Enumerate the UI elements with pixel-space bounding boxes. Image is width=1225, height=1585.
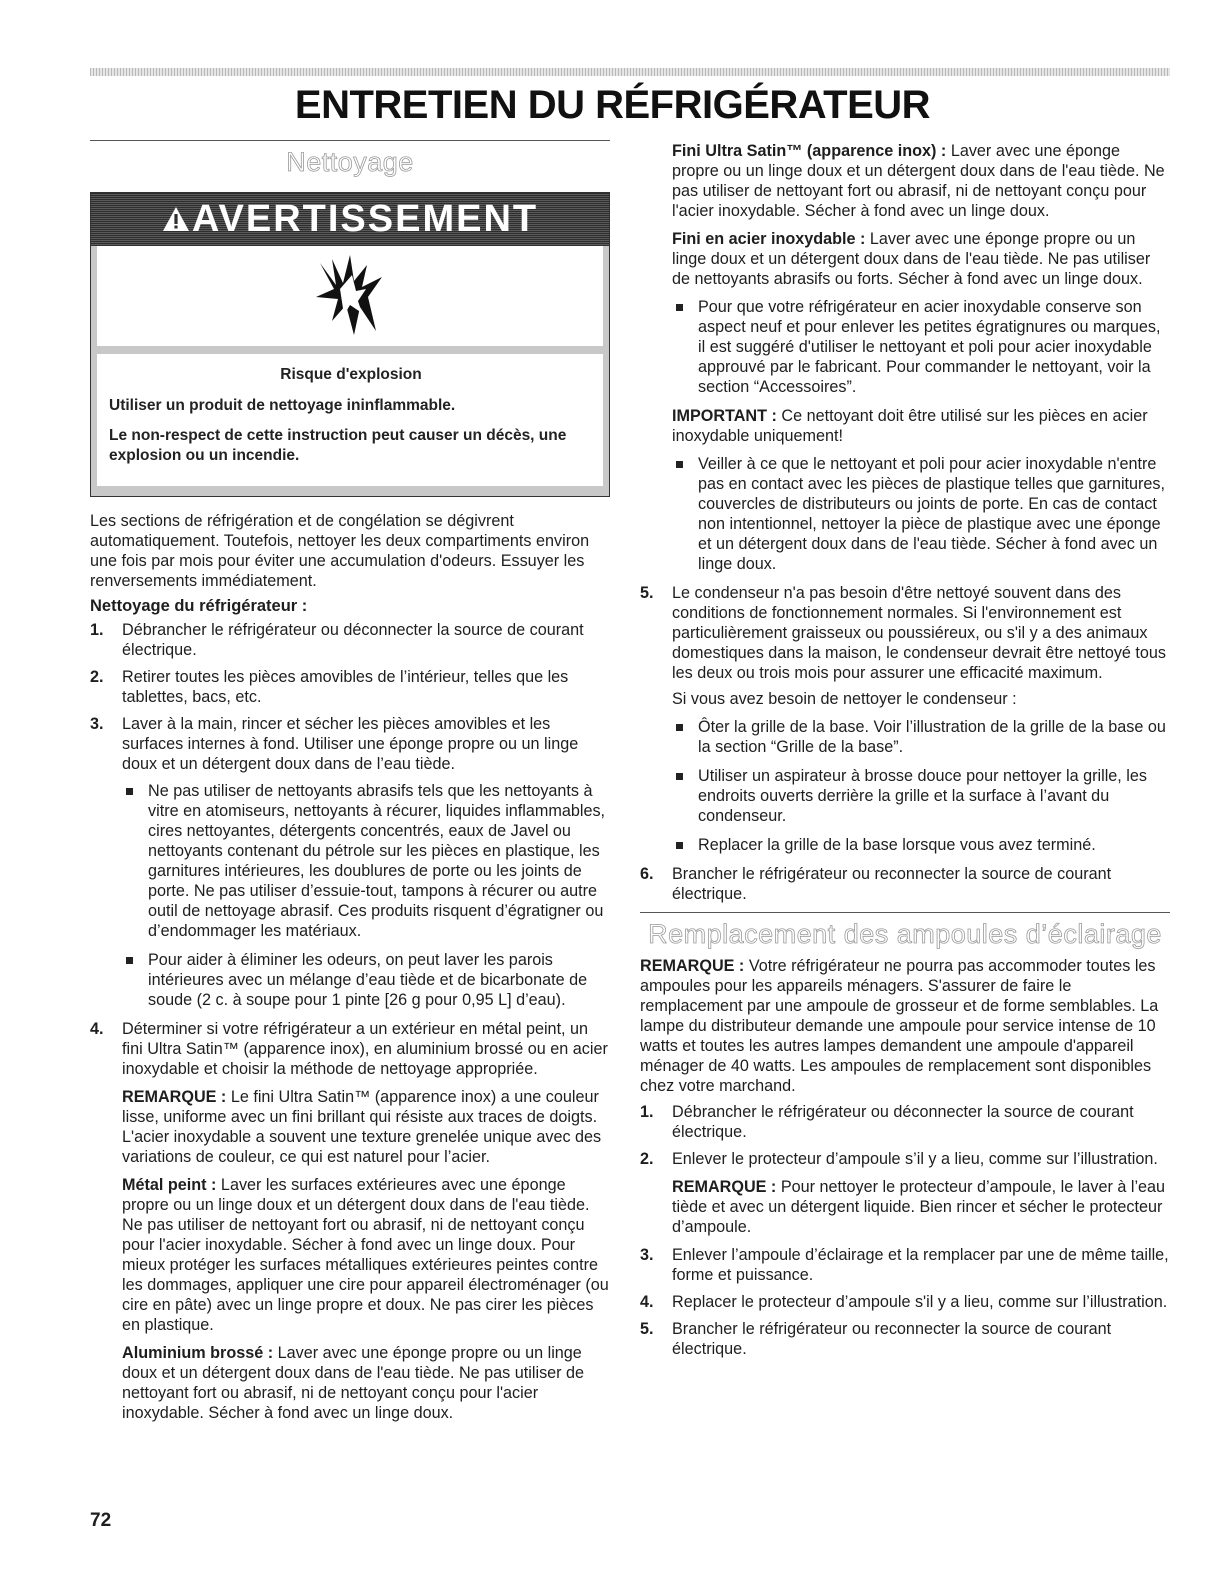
ultra-satin-text: Laver avec une éponge propre ou un linge doux et un détergent doux dans de l'eau tiède. Ne pas utiliser de nettoyant fort ou abrasif, ni de nettoyant conçu pour l'acier inoxydable. Sécher à fond avec un linge doux.	[672, 142, 1165, 220]
bulb-remark-label: REMARQUE :	[672, 1178, 777, 1196]
list-item	[90, 667, 610, 707]
bullet-text: Utiliser un aspirateur à brosse douce pour nettoyer la grille, les endroits ouverts derrière la grille et la surface à l’avant du condenseur.	[698, 767, 1147, 825]
warning-banner	[91, 193, 609, 246]
step-text: Retirer toutes les pièces amovibles de l’intérieur, telles que les tablettes, bacs, etc.	[122, 668, 569, 707]
explosion-icon	[310, 255, 390, 337]
warning-instruction: Utiliser un produit de nettoyage ininflammable.	[109, 397, 456, 414]
step-number: 3.	[640, 1246, 654, 1264]
bullet-square-icon	[676, 724, 683, 731]
list-item	[640, 1245, 1170, 1285]
remark-label: REMARQUE :	[122, 1088, 227, 1107]
bulbs-heading: Remplacement des ampoules d’éclairage	[648, 919, 1162, 949]
ultra-satin-label: Fini Ultra Satin™ (apparence inox) :	[672, 142, 947, 160]
stainless-paragraph	[672, 229, 1170, 289]
step-number: 3.	[90, 715, 104, 734]
top-decorative-band	[90, 68, 1170, 76]
remark-paragraph	[122, 1087, 610, 1167]
step-text: Brancher le réfrigérateur ou reconnecter la source de courant électrique.	[672, 865, 1112, 903]
bulb-remark-text: Pour nettoyer le protecteur d’ampoule, le laver à l’eau tiède et avec un détergent liquide. Bien rincer et sécher le protecteur d’ampoule.	[672, 1178, 1166, 1236]
important-text: Ce nettoyant doit être utilisé sur les pièces en acier inoxydable uniquement!	[672, 407, 1148, 445]
bullet-square-icon	[676, 773, 683, 780]
step-text: Enlever le protecteur d’ampoule s’il y a lieu, comme sur l’illustration.	[672, 1150, 1158, 1168]
warning-box	[90, 192, 610, 497]
ultra-satin-paragraph	[672, 141, 1170, 221]
cleaning-steps-continued	[640, 583, 1170, 904]
list-item	[640, 583, 1170, 855]
bullet-item	[672, 717, 1170, 757]
step-number: 1.	[90, 621, 104, 640]
bullet-item	[122, 950, 610, 1010]
list-item	[640, 1102, 1170, 1142]
warning-label: AVERTISSEMENT	[191, 197, 539, 240]
warning-hazard: Risque d'explosion	[280, 366, 422, 383]
step-number: 2.	[90, 668, 104, 687]
bullet-text: Ôter la grille de la base. Voir l’illustration de la grille de la base ou la section “Grille de la base”.	[698, 718, 1166, 756]
bullet-list	[672, 297, 1170, 397]
bullet-square-icon	[126, 957, 133, 964]
bullet-item	[122, 781, 610, 941]
bullet-item	[672, 835, 1170, 855]
warning-triangle-icon	[162, 206, 190, 232]
list-item	[90, 1019, 610, 1423]
warning-consequence: Le non-respect de cette instruction peut causer un décès, une explosion ou un incendie.	[109, 427, 567, 465]
page-number: 72	[90, 1510, 112, 1531]
explosion-area	[91, 246, 609, 346]
section-divider	[90, 140, 610, 141]
step-number: 5.	[640, 1320, 654, 1338]
brushed-aluminum-paragraph	[122, 1343, 610, 1423]
condenser-subtext: Si vous avez besoin de nettoyer le condenseur :	[672, 690, 1017, 708]
bullet-square-icon	[676, 842, 683, 849]
bullet-text: Pour aider à éliminer les odeurs, on peut laver les parois intérieures avec un mélange d’eau tiède et de bicarbonate de soude (2 c. à soupe pour 1 pinte [26 g pour 0,95 L] d’eau).	[148, 951, 588, 1010]
bullet-text: Veiller à ce que le nettoyant et poli pour acier inoxydable n'entre pas en contact avec les pièces de plastique telles que garnitures, couvercles de distributeurs ou joints de porte. En cas de contact non intentionnel, nettoyer la pièce de plastique avec une éponge et un détergent doux dans de l'eau tiède. Sécher à fond avec un linge doux.	[698, 455, 1166, 573]
list-item	[90, 714, 610, 1010]
step-text: Déterminer si votre réfrigérateur a un extérieur en métal peint, un fini Ultra Satin™ (apparence inox), en aluminium brossé ou en acier inoxydable et choisir la méthode de nettoyage appropriée.	[122, 1020, 608, 1079]
cleaning-steps	[90, 620, 610, 1423]
cleaning-intro: Les sections de réfrigération et de congélation se dégivrent automatiquement. Toutefois, nettoyer les deux compartiments environ une fois par mois pour éviter une accumulation d'odeurs. Essuyer les renversements immédiatement.	[90, 512, 590, 591]
step-number: 2.	[640, 1150, 654, 1168]
bulbs-remark-label: REMARQUE :	[640, 957, 745, 975]
bullet-text: Pour que votre réfrigérateur en acier inoxydable conserve son aspect neuf et pour enlever les petites égratignures ou marques, il est suggéré d'utiliser le nettoyant et poli pour acier inoxydable approuvé par le fabricant. Pour commander le nettoyant, voir la section “Accessoires”.	[698, 298, 1161, 396]
list-item	[640, 1149, 1170, 1237]
stainless-label: Fini en acier inoxydable :	[672, 230, 866, 248]
step-text: Enlever l’ampoule d’éclairage et la remplacer par une de même taille, forme et puissance.	[672, 1246, 1169, 1284]
bulb-remark-paragraph	[672, 1177, 1170, 1237]
important-label: IMPORTANT :	[672, 407, 777, 425]
step-number: 5.	[640, 584, 654, 602]
bullet-square-icon	[126, 788, 133, 795]
bullet-item	[672, 454, 1170, 574]
bulbs-remark	[640, 956, 1170, 1096]
bullet-text: Replacer la grille de la base lorsque vous avez terminé.	[698, 836, 1096, 854]
page-title: ENTRETIEN DU RÉFRIGÉRATEUR	[294, 83, 931, 127]
cleaning-heading: Nettoyage	[286, 147, 414, 177]
list-item	[90, 620, 610, 660]
step-text: Le condenseur n'a pas besoin d'être nettoyé souvent dans des conditions de fonctionnement normales. Si l'environnement est particulièrement graisseux ou poussiéreux, ou s'il y a des animaux domestiques dans la maison, le condenseur devrait être nettoyé tous les deux ou trois mois pour assurer une efficacité maximum.	[672, 584, 1167, 682]
step-text: Débrancher le réfrigérateur ou déconnecter la source de courant électrique.	[122, 621, 584, 660]
step-number: 4.	[90, 1020, 104, 1039]
important-paragraph	[672, 406, 1170, 446]
list-item	[640, 864, 1170, 904]
bullet-list	[672, 454, 1170, 574]
step-text: Débrancher le réfrigérateur ou déconnecter la source de courant électrique.	[672, 1103, 1134, 1141]
bullet-square-icon	[676, 461, 683, 468]
brushed-aluminum-text: Laver avec une éponge propre ou un linge doux et un détergent doux dans de l'eau tiède. Ne pas utiliser de nettoyant fort ou abrasif, ni de nettoyant conçu pour l'acier inoxydable. Sécher à fond avec un linge doux.	[122, 1344, 585, 1423]
painted-metal-label: Métal peint :	[122, 1176, 217, 1195]
bulbs-remark-text: Votre réfrigérateur ne pourra pas accommoder toutes les ampoules pour les appareils ménagers. S'assurer de faire le remplacement par une ampoule de grosseur et de forme semblables. La lampe du distributeur demande une ampoule pour service intense de 10 watts et toutes les autres lampes demandent une ampoule d'appareil ménager de 40 watts. Les ampoules de remplacement sont disponibles chez votre marchand.	[640, 957, 1159, 1095]
cleaning-subheading: Nettoyage du réfrigérateur :	[90, 597, 308, 616]
bullet-item	[672, 766, 1170, 826]
brushed-aluminum-label: Aluminium brossé :	[122, 1344, 274, 1363]
bullet-square-icon	[676, 304, 683, 311]
bullet-list	[672, 717, 1170, 855]
bullet-item	[672, 297, 1170, 397]
step-number: 4.	[640, 1293, 654, 1311]
left-column	[90, 140, 610, 1431]
step-text: Laver à la main, rincer et sécher les pièces amovibles et les surfaces internes à fond. Utiliser une éponge propre ou un linge doux et un détergent doux dans de l’eau tiède.	[122, 715, 579, 774]
painted-metal-text: Laver les surfaces extérieures avec une éponge propre ou un linge doux et un détergent doux dans de l'eau tiède. Ne pas utiliser de nettoyant fort ou abrasif, ni de nettoyant conçu pour l'acier inoxydable. Sécher à fond avec un linge doux. Pour mieux protéger les surfaces métalliques extérieures peintes contre les dommages, appliquer une cire pour appareil électroménager (ou cire en pâte) avec un linge propre et doux. Ne pas cirer les pièces en plastique.	[122, 1176, 609, 1335]
bullet-list	[122, 781, 610, 1010]
right-column	[640, 141, 1170, 1366]
remark-text: Le fini Ultra Satin™ (apparence inox) a une couleur lisse, uniforme avec un fini brillant qui résiste aux traces de doigts. L'acier inoxydable a souvent une texture grenelée unique avec des variations de couleur, ce qui est naturel pour l’acier.	[122, 1088, 602, 1167]
step-number: 6.	[640, 865, 654, 883]
list-item	[640, 1292, 1170, 1312]
list-item	[640, 1319, 1170, 1359]
bulbs-steps	[640, 1102, 1170, 1359]
step-text: Brancher le réfrigérateur ou reconnecter la source de courant électrique.	[672, 1320, 1112, 1358]
painted-metal-paragraph	[122, 1175, 610, 1335]
step-text: Replacer le protecteur d’ampoule s'il y a lieu, comme sur l’illustration.	[672, 1293, 1168, 1311]
bullet-text: Ne pas utiliser de nettoyants abrasifs tels que les nettoyants à vitre en atomiseurs, nettoyants à récurer, liquides inflammables, cires nettoyantes, détergents concentrés, eaux de Javel ou nettoyants contenant du pétrole sur les pièces en plastique, les garnitures intérieures, les doublures de porte ou les joints de porte. Ne pas utiliser d’essuie-tout, tampons à récurer ou autre outil de nettoyage abrasif. Ces produits risquent d’égratigner ou d’endommager les matériaux.	[148, 782, 606, 941]
stainless-text: Laver avec une éponge propre ou un linge doux et un détergent doux dans de l'eau tiède. Ne pas utiliser de nettoyants abrasifs ou forts. Sécher à fond avec un linge doux.	[672, 230, 1151, 288]
warning-text	[91, 346, 609, 496]
step-number: 1.	[640, 1103, 654, 1121]
section-divider	[640, 912, 1170, 913]
